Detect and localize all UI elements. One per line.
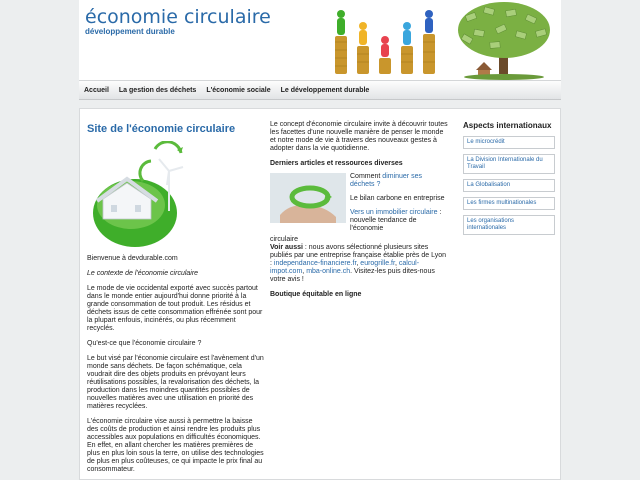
link-eurogrille[interactable]: eurogrille.fr [360, 260, 395, 267]
separator-1: , [356, 260, 361, 267]
recycle-hand-image [270, 173, 346, 223]
article-3-link[interactable]: Vers un immobilier circulaire [350, 209, 438, 216]
see-also-text: : nous avons sélectionné plusieurs sites publiés par une entreprise française établie près de Lyon : [270, 244, 447, 267]
articles-heading: Derniers articles et ressources diverses [270, 160, 403, 167]
page-title: Site de l'économie circulaire [87, 123, 236, 135]
sidebar-link-firmes[interactable]: Les firmes multinationales [463, 197, 555, 210]
sidebar-heading: Aspects internationaux [463, 121, 552, 130]
nav-item-gestion-dechets[interactable]: La gestion des déchets [118, 86, 197, 94]
context-subtitle: Le contexte de l'économie circulaire [87, 270, 199, 277]
see-also-label: Voir aussi [270, 244, 303, 251]
middle-column [270, 121, 448, 304]
nav-item-economie-sociale[interactable]: L'économie sociale [206, 86, 271, 94]
link-calcul-impot[interactable]: calcul-impot.com [270, 260, 420, 275]
nav-item-accueil[interactable]: Accueil [84, 86, 109, 94]
site-subtitle: développement durable [85, 27, 175, 36]
sidebar [463, 121, 555, 240]
article-1-prefix: Comment [350, 173, 383, 180]
content-area [79, 108, 561, 480]
spacer [79, 100, 561, 108]
eco-house-illustration [87, 141, 207, 249]
question-text: Qu'est-ce que l'économie circulaire ? [87, 340, 202, 347]
paragraph-1: Le mode de vie occidental exporté avec succès partout dans le monde entier aujourd'hui donne priorité à la grande consommation de tout produit. Les résidus et déchets issus de cette consommation effrénée sont pour la plupart enfouis, incinérés, ou plus récemment recyclés. [87, 285, 263, 332]
separator-2: , [394, 260, 399, 267]
sidebar-link-microcredit[interactable]: Le microcrédit [463, 136, 555, 149]
sidebar-link-organisations[interactable]: Les organisations internationales [463, 215, 555, 235]
article-1-link[interactable]: diminuer ses déchets ? [350, 173, 422, 188]
article-3-tail: circulaire [270, 236, 299, 243]
separator-3: , [302, 268, 307, 275]
article-item-3 [350, 209, 448, 233]
people-on-coins-image [331, 6, 441, 76]
shop-heading: Boutique équitable en ligne [270, 291, 362, 298]
link-mba-online[interactable]: mba-online.ch [306, 268, 351, 275]
intro-text: Le concept d'économie circulaire invite à découvrir toutes les facettes d'une nouvelle manière de penser le monde et notre mode de vie à travers des nouveaux gestes à adopter dans la vie quotidienne. [270, 121, 448, 152]
page [79, 0, 561, 480]
paragraph-2: Le but visé par l'économie circulaire est l'avènement d'un monde sans déchets. De façon schématique, cela voudrait dire des objets produits en prévoyant leurs réutilisations possibles, la revalorisation des déchets, la production dans les moindres quantités possibles de nouvelles matières avec une utilisation en priorité des matières recyclées. [87, 355, 264, 410]
see-also-end: . Visitez-les puis dites-nous votre avis ! [270, 268, 435, 283]
sidebar-link-globalisation[interactable]: La Globalisation [463, 179, 555, 192]
site-title[interactable]: économie circulaire [85, 6, 271, 28]
main-nav [79, 80, 561, 100]
see-also-block [270, 236, 448, 284]
article-item-2: Le bilan carbone en entreprise [350, 195, 445, 202]
money-tree-image [454, 0, 558, 80]
paragraph-3: L'économie circulaire vise aussi à permettre la baisse des coûts de production et ainsi rendre les produits plus accessibles aux populations en difficultés économiques. En effet, en allant chercher les matières premières de plus en plus loin sous la terre, on utilise des technologies de plus en plus coûteuses, ce qui impacte le prix final au consommateur. [87, 418, 264, 473]
article-3-suffix: : nouvelle tendance de l'économie [350, 209, 442, 232]
main-column [87, 123, 264, 480]
articles-list [350, 173, 448, 239]
sidebar-link-division-travail[interactable]: La Division Internationale du Travail [463, 154, 555, 174]
article-item-1 [350, 173, 448, 189]
articles-block [270, 173, 448, 239]
link-independance-financiere[interactable]: independance-financiere.fr [273, 260, 357, 267]
nav-item-developpement-durable[interactable]: Le développement durable [280, 86, 370, 94]
header [79, 0, 561, 80]
welcome-text: Bienvenue à devdurable.com [87, 255, 178, 262]
